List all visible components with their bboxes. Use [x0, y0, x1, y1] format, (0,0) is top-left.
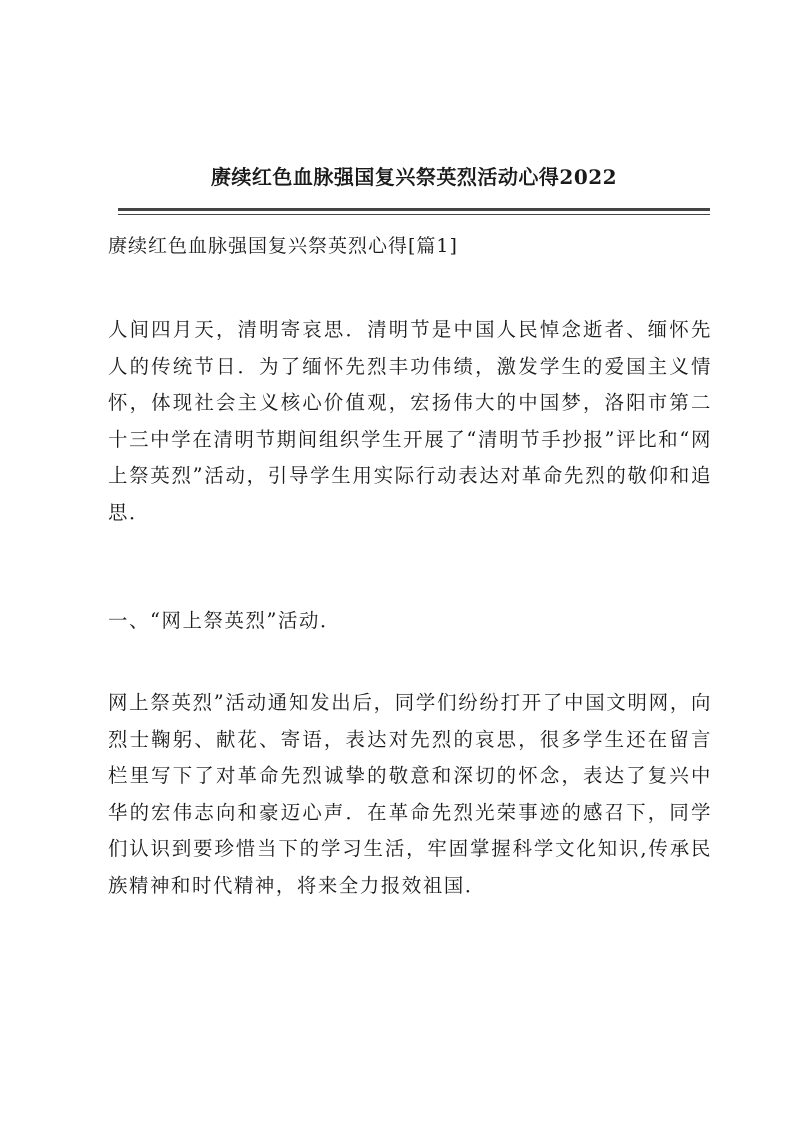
title-rule-thin — [118, 214, 710, 215]
document-title: 赓续红色血脉强国复兴祭英烈活动心得2022 — [210, 165, 618, 189]
paragraph-online-tribute: 网上祭英烈”活动通知发出后，同学们纷纷打开了中国文明网，向烈士鞠躬、献花、寄语，表达对先烈的哀思，很多学生还在留言栏里写下了对革命先烈诚挚的敬意和深切的怀念，表达了复兴中华的宏伟志向和豪迈心声．在革命先烈光荣事迹的感召下，同学们认识到要珍惜当下的学习生活，牢固掌握科学文化知识,传承民族精神和时代精神，将来全力报效祖国． — [108, 691, 712, 897]
paragraph-intro: 人间四月天，清明寄哀思．清明节是中国人民悼念逝者、缅怀先人的传统节日．为了缅怀先烈丰功伟绩，激发学生的爱国主义情怀，体现社会主义核心价值观，宏扬伟大的中国梦，洛阳市第二十三中学在清明节期间组织学生开展了“清明节手抄报”评比和“网上祭英烈”活动，引导学生用实际行动表达对革命先烈的敬仰和追思． — [108, 318, 712, 524]
section-subtitle: 赓续红色血脉强国复兴祭英烈心得[篇1] — [108, 235, 458, 257]
section-heading: 一、“网上祭英烈”活动． — [108, 609, 341, 632]
title-rule-thick — [118, 208, 710, 211]
